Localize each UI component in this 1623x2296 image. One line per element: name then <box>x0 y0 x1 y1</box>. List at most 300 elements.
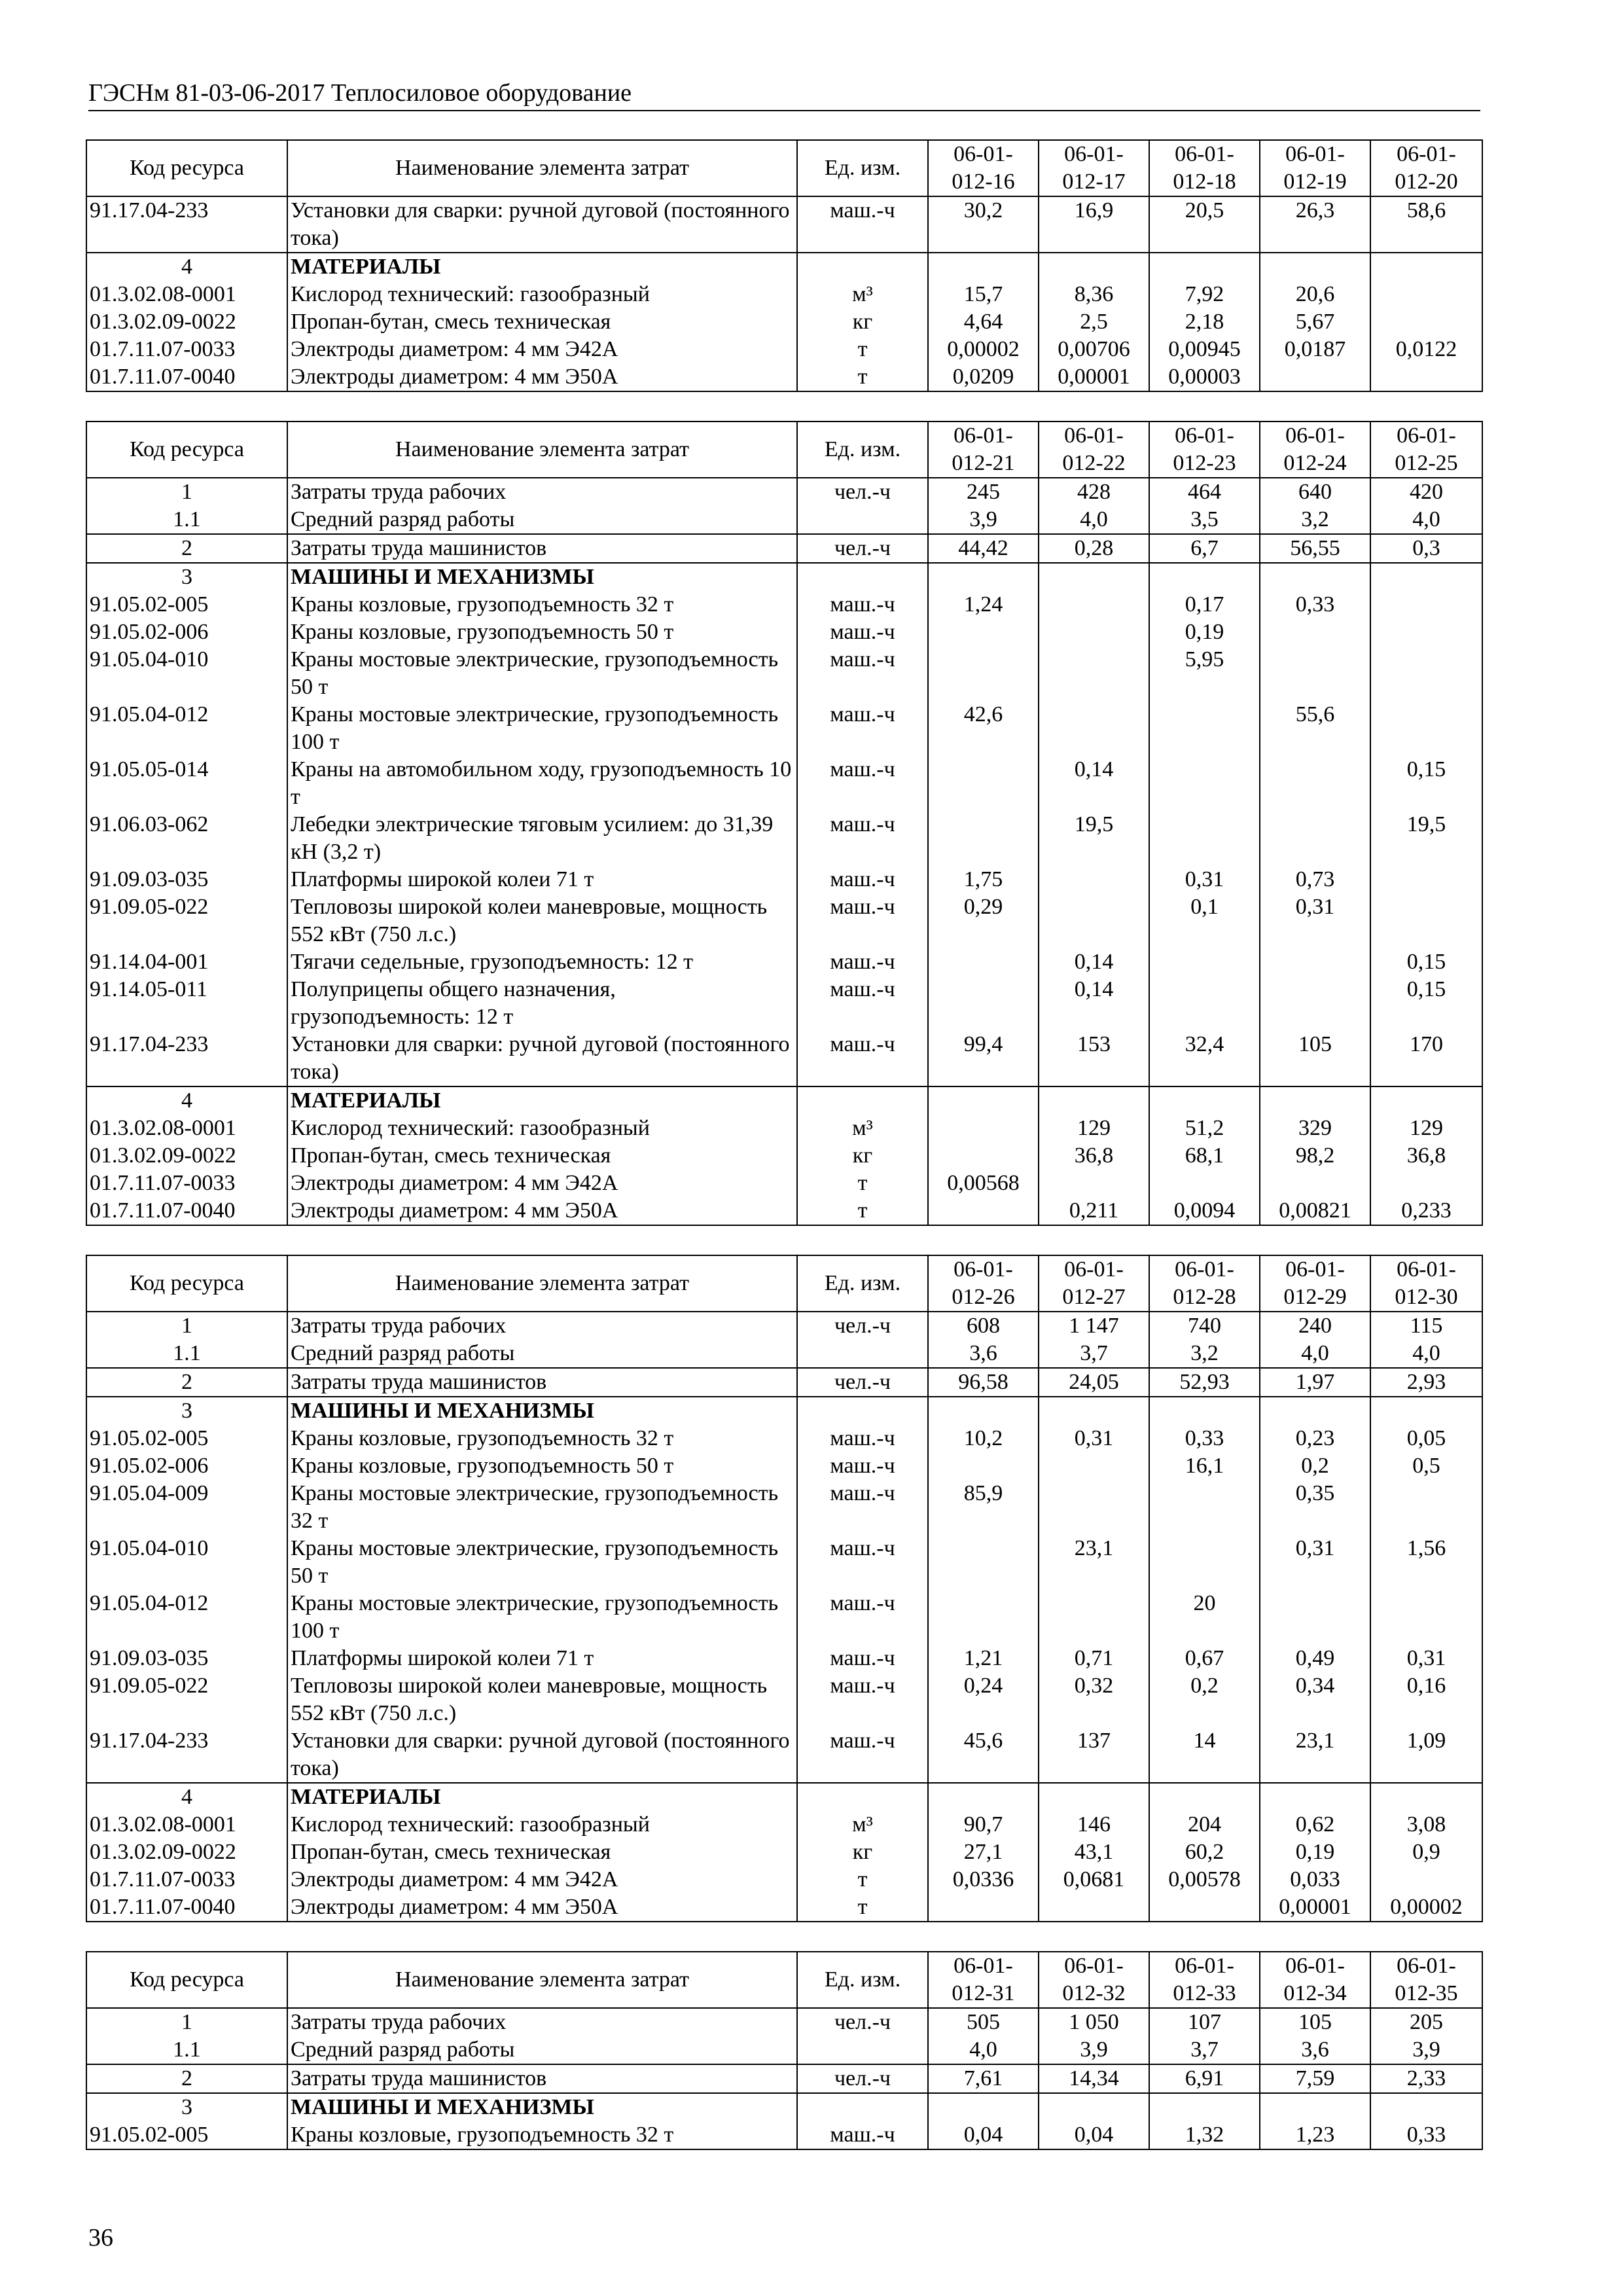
resource-name: Краны козловые, грузоподъемность 50 т <box>287 619 797 646</box>
resource-name: Средний разряд работы <box>287 2036 797 2064</box>
unit: маш.-ч <box>797 2121 928 2149</box>
norm-value <box>1149 253 1260 281</box>
norm-value: 640 <box>1260 478 1370 506</box>
resource-code: 91.05.02-005 <box>86 2121 287 2149</box>
resource-name: Затраты труда рабочих <box>287 1312 797 1340</box>
norm-value: 0,23 <box>1260 1425 1370 1452</box>
norm-value <box>1039 2093 1149 2121</box>
norm-value: 0,0122 <box>1370 336 1482 363</box>
table-row <box>86 756 1482 811</box>
resource-code: 1.1 <box>86 2036 287 2064</box>
resource-code: 91.17.04-233 <box>86 1031 287 1086</box>
resource-name: Краны козловые, грузоподъемность 50 т <box>287 1452 797 1480</box>
norm-value: 1 050 <box>1039 2008 1149 2036</box>
resource-name: Пропан-бутан, смесь техническая <box>287 1142 797 1170</box>
norm-value <box>1039 563 1149 591</box>
resource-code: 91.05.05-014 <box>86 756 287 811</box>
norm-value <box>928 1086 1039 1115</box>
section-row <box>86 1397 1482 1425</box>
norm-value: 0,0094 <box>1149 1197 1260 1225</box>
norm-value <box>928 976 1039 1031</box>
norm-value: 3,7 <box>1039 1340 1149 1368</box>
norm-value: 0,00001 <box>1260 1893 1370 1922</box>
header-norm-code: 06-01- 012-21 <box>928 422 1039 478</box>
table-row <box>86 811 1482 866</box>
norm-value: 204 <box>1149 1811 1260 1839</box>
norm-value: 90,7 <box>928 1811 1039 1839</box>
norm-value: 20,6 <box>1260 281 1370 308</box>
resource-table <box>86 421 1483 1226</box>
header-code: Код ресурса <box>86 422 287 478</box>
norm-value: 15,7 <box>928 281 1039 308</box>
norm-value <box>1370 646 1482 701</box>
norm-value: 240 <box>1260 1312 1370 1340</box>
norm-value <box>1260 563 1370 591</box>
resource-name: Краны козловые, грузоподъемность 32 т <box>287 591 797 619</box>
resource-table <box>86 139 1483 392</box>
norm-value: 3,7 <box>1149 2036 1260 2064</box>
unit: кг <box>797 1839 928 1866</box>
resource-code: 91.09.05-022 <box>86 1672 287 1727</box>
norm-value: 0,00001 <box>1039 363 1149 391</box>
table-row <box>86 1590 1482 1645</box>
unit: маш.-ч <box>797 1590 928 1645</box>
unit: маш.-ч <box>797 1727 928 1783</box>
resource-code: 2 <box>86 534 287 563</box>
header-norm-code: 06-01- 012-16 <box>928 140 1039 196</box>
norm-value: 0,00945 <box>1149 336 1260 363</box>
unit: т <box>797 1893 928 1922</box>
norm-value: 0,33 <box>1370 2121 1482 2149</box>
norm-value <box>1260 1590 1370 1645</box>
norm-value: 3,5 <box>1149 506 1260 534</box>
norm-value: 0,62 <box>1260 1811 1370 1839</box>
table-row <box>86 1115 1482 1142</box>
norm-value <box>1260 1086 1370 1115</box>
norm-value: 0,19 <box>1260 1839 1370 1866</box>
norm-value: 464 <box>1149 478 1260 506</box>
resource-code: 91.05.04-012 <box>86 701 287 756</box>
resource-name: Средний разряд работы <box>287 1340 797 1368</box>
table-row <box>86 2064 1482 2093</box>
table-row <box>86 1197 1482 1225</box>
norm-value: 6,7 <box>1149 534 1260 563</box>
norm-value <box>1039 701 1149 756</box>
header-norm-code: 06-01- 012-29 <box>1260 1255 1370 1312</box>
norm-value: 10,2 <box>928 1425 1039 1452</box>
norm-value <box>1260 1170 1370 1197</box>
resource-code: 3 <box>86 563 287 591</box>
norm-value: 0,033 <box>1260 1866 1370 1893</box>
header-norm-code: 06-01- 012-32 <box>1039 1952 1149 2008</box>
norm-value: 0,31 <box>1039 1425 1149 1452</box>
norm-value: 51,2 <box>1149 1115 1260 1142</box>
unit: т <box>797 363 928 391</box>
resource-name: Электроды диаметром: 4 мм Э50А <box>287 363 797 391</box>
unit: маш.-ч <box>797 948 928 976</box>
norm-value: 0,0681 <box>1039 1866 1149 1893</box>
resource-name: Краны козловые, грузоподъемность 32 т <box>287 1425 797 1452</box>
norm-value: 7,59 <box>1260 2064 1370 2093</box>
norm-value: 3,2 <box>1260 506 1370 534</box>
table-header-row <box>86 1952 1482 2008</box>
norm-value <box>1370 1866 1482 1893</box>
resource-name: Кислород технический: газообразный <box>287 1811 797 1839</box>
norm-value <box>1039 1170 1149 1197</box>
norm-value <box>928 1783 1039 1811</box>
unit: т <box>797 1170 928 1197</box>
unit: маш.-ч <box>797 1031 928 1086</box>
header-norm-code: 06-01- 012-26 <box>928 1255 1039 1312</box>
resource-code: 91.09.03-035 <box>86 866 287 893</box>
norm-value: 505 <box>928 2008 1039 2036</box>
header-norm-code: 06-01- 012-28 <box>1149 1255 1260 1312</box>
table-row <box>86 1170 1482 1197</box>
resource-table <box>86 1255 1483 1922</box>
resource-name: Средний разряд работы <box>287 506 797 534</box>
norm-value: 1,56 <box>1370 1535 1482 1590</box>
norm-value <box>928 1197 1039 1225</box>
header-norm-code: 06-01- 012-25 <box>1370 422 1482 478</box>
header-norm-code: 06-01- 012-23 <box>1149 422 1260 478</box>
norm-value <box>1370 1397 1482 1425</box>
norm-value: 0,67 <box>1149 1645 1260 1672</box>
norm-value <box>1260 1783 1370 1811</box>
norm-value <box>1370 701 1482 756</box>
norm-value <box>1370 1170 1482 1197</box>
norm-value: 129 <box>1370 1115 1482 1142</box>
norm-value: 740 <box>1149 1312 1260 1340</box>
resource-code: 3 <box>86 2093 287 2121</box>
norm-value: 85,9 <box>928 1480 1039 1535</box>
table-header-row <box>86 422 1482 478</box>
unit <box>797 1783 928 1811</box>
norm-value: 99,4 <box>928 1031 1039 1086</box>
resource-code: 91.05.04-012 <box>86 1590 287 1645</box>
table-row <box>86 308 1482 336</box>
norm-value: 4,0 <box>1039 506 1149 534</box>
section-title: МАТЕРИАЛЫ <box>287 1783 797 1811</box>
section-row <box>86 1783 1482 1811</box>
unit: маш.-ч <box>797 1645 928 1672</box>
norm-value <box>1149 1397 1260 1425</box>
header-name: Наименование элемента затрат <box>287 1255 797 1312</box>
norm-value <box>928 756 1039 811</box>
unit: маш.-ч <box>797 646 928 701</box>
norm-value: 0,00568 <box>928 1170 1039 1197</box>
resource-code: 91.05.02-006 <box>86 1452 287 1480</box>
norm-value: 26,3 <box>1260 196 1370 253</box>
unit <box>797 1340 928 1368</box>
header-norm-code: 06-01- 012-30 <box>1370 1255 1482 1312</box>
norm-value: 0,00003 <box>1149 363 1260 391</box>
table-header-row <box>86 140 1482 196</box>
norm-value: 2,18 <box>1149 308 1260 336</box>
norm-value: 420 <box>1370 478 1482 506</box>
table-row <box>86 1839 1482 1866</box>
resource-code: 01.7.11.07-0033 <box>86 336 287 363</box>
header-norm-code: 06-01- 012-17 <box>1039 140 1149 196</box>
norm-value: 4,64 <box>928 308 1039 336</box>
norm-value <box>1370 1783 1482 1811</box>
norm-value: 4,0 <box>1370 1340 1482 1368</box>
resource-code: 2 <box>86 1368 287 1397</box>
norm-value <box>1149 701 1260 756</box>
norm-value <box>928 2093 1039 2121</box>
norm-value: 0,233 <box>1370 1197 1482 1225</box>
unit <box>797 563 928 591</box>
unit <box>797 1397 928 1425</box>
norm-value: 0,00002 <box>1370 1893 1482 1922</box>
unit: маш.-ч <box>797 196 928 253</box>
header-unit: Ед. изм. <box>797 140 928 196</box>
unit: маш.-ч <box>797 591 928 619</box>
section-row <box>86 1086 1482 1115</box>
resource-name: Полуприцепы общего назначения, грузоподъемность: 12 т <box>287 976 797 1031</box>
table-header-row <box>86 1255 1482 1312</box>
norm-value: 0,17 <box>1149 591 1260 619</box>
norm-value <box>1149 2093 1260 2121</box>
norm-value: 0,2 <box>1260 1452 1370 1480</box>
norm-value: 58,6 <box>1370 196 1482 253</box>
norm-value: 1,97 <box>1260 1368 1370 1397</box>
resource-code: 91.17.04-233 <box>86 1727 287 1783</box>
resource-name: Платформы широкой колеи 71 т <box>287 1645 797 1672</box>
resource-code: 01.3.02.08-0001 <box>86 1115 287 1142</box>
unit: маш.-ч <box>797 866 928 893</box>
norm-value: 24,05 <box>1039 1368 1149 1397</box>
resource-code: 4 <box>86 253 287 281</box>
unit: чел.-ч <box>797 1368 928 1397</box>
norm-value <box>1149 948 1260 976</box>
section-row <box>86 563 1482 591</box>
resource-code: 01.7.11.07-0040 <box>86 1893 287 1922</box>
norm-value: 8,36 <box>1039 281 1149 308</box>
resource-code: 91.09.05-022 <box>86 893 287 948</box>
table-row <box>86 2036 1482 2064</box>
header-norm-code: 06-01- 012-18 <box>1149 140 1260 196</box>
table-row <box>86 363 1482 391</box>
table-row <box>86 1142 1482 1170</box>
resource-code: 91.06.03-062 <box>86 811 287 866</box>
norm-value: 0,31 <box>1370 1645 1482 1672</box>
norm-value <box>1149 1170 1260 1197</box>
norm-value <box>1039 1590 1149 1645</box>
norm-value: 0,29 <box>928 893 1039 948</box>
norm-value <box>928 646 1039 701</box>
norm-value: 0,0209 <box>928 363 1039 391</box>
norm-value <box>1149 1893 1260 1922</box>
resource-name: Тягачи седельные, грузоподъемность: 12 т <box>287 948 797 976</box>
norm-value: 0,00821 <box>1260 1197 1370 1225</box>
norm-value <box>928 1535 1039 1590</box>
resource-name: Электроды диаметром: 4 мм Э50А <box>287 1197 797 1225</box>
norm-value <box>1260 756 1370 811</box>
resource-name: Кислород технический: газообразный <box>287 1115 797 1142</box>
norm-value <box>928 1142 1039 1170</box>
unit: м³ <box>797 1811 928 1839</box>
norm-value: 0,14 <box>1039 948 1149 976</box>
norm-value: 0,28 <box>1039 534 1149 563</box>
unit: маш.-ч <box>797 1425 928 1452</box>
norm-value: 1,24 <box>928 591 1039 619</box>
norm-value: 36,8 <box>1370 1142 1482 1170</box>
resource-name: Платформы широкой колеи 71 т <box>287 866 797 893</box>
table-row <box>86 1452 1482 1480</box>
unit: маш.-ч <box>797 1672 928 1727</box>
unit: т <box>797 1197 928 1225</box>
norm-value: 5,95 <box>1149 646 1260 701</box>
section-title: МАШИНЫ И МЕХАНИЗМЫ <box>287 2093 797 2121</box>
resource-code: 91.05.02-006 <box>86 619 287 646</box>
norm-value: 0,00002 <box>928 336 1039 363</box>
norm-value: 1,21 <box>928 1645 1039 1672</box>
norm-value: 0,19 <box>1149 619 1260 646</box>
resource-name: Установки для сварки: ручной дуговой (постоянного тока) <box>287 1031 797 1086</box>
norm-value: 30,2 <box>928 196 1039 253</box>
unit: м³ <box>797 1115 928 1142</box>
unit: чел.-ч <box>797 478 928 506</box>
resource-table <box>86 1951 1483 2150</box>
resource-code: 91.09.03-035 <box>86 1645 287 1672</box>
norm-value <box>1149 1086 1260 1115</box>
resource-code: 01.7.11.07-0040 <box>86 1197 287 1225</box>
norm-value <box>928 1893 1039 1922</box>
norm-value <box>928 948 1039 976</box>
norm-value: 0,35 <box>1260 1480 1370 1535</box>
norm-value: 115 <box>1370 1312 1482 1340</box>
norm-value: 7,61 <box>928 2064 1039 2093</box>
page-header <box>88 77 1480 111</box>
unit: кг <box>797 1142 928 1170</box>
header-name: Наименование элемента затрат <box>287 1952 797 2008</box>
header-norm-code: 06-01- 012-19 <box>1260 140 1370 196</box>
norm-value: 608 <box>928 1312 1039 1340</box>
norm-value: 0,04 <box>928 2121 1039 2149</box>
norm-value: 0,14 <box>1039 976 1149 1031</box>
header-norm-code: 06-01- 012-20 <box>1370 140 1482 196</box>
norm-value <box>928 1115 1039 1142</box>
resource-code: 2 <box>86 2064 287 2093</box>
unit: маш.-ч <box>797 1535 928 1590</box>
norm-value <box>928 619 1039 646</box>
unit: кг <box>797 308 928 336</box>
resource-name: Краны мостовые электрические, грузоподъемность 32 т <box>287 1480 797 1535</box>
norm-value: 4,0 <box>1370 506 1482 534</box>
norm-value: 19,5 <box>1039 811 1149 866</box>
norm-value: 1,32 <box>1149 2121 1260 2149</box>
norm-value <box>1149 563 1260 591</box>
norm-value: 3,9 <box>1039 2036 1149 2064</box>
table-row <box>86 646 1482 701</box>
resource-code: 01.7.11.07-0040 <box>86 363 287 391</box>
resource-code: 01.3.02.09-0022 <box>86 308 287 336</box>
norm-value <box>1370 893 1482 948</box>
header-norm-code: 06-01- 012-34 <box>1260 1952 1370 2008</box>
resource-name: Краны мостовые электрические, грузоподъемность 50 т <box>287 646 797 701</box>
unit: маш.-ч <box>797 811 928 866</box>
norm-value <box>1260 646 1370 701</box>
norm-value: 0,73 <box>1260 866 1370 893</box>
unit: маш.-ч <box>797 756 928 811</box>
norm-value: 0,71 <box>1039 1645 1149 1672</box>
resource-code: 1 <box>86 1312 287 1340</box>
norm-value: 2,33 <box>1370 2064 1482 2093</box>
norm-value: 56,55 <box>1260 534 1370 563</box>
table-row <box>86 1811 1482 1839</box>
resource-code: 01.3.02.09-0022 <box>86 1142 287 1170</box>
resource-code: 3 <box>86 1397 287 1425</box>
header-norm-code: 06-01- 012-35 <box>1370 1952 1482 2008</box>
norm-value: 0,5 <box>1370 1452 1482 1480</box>
resource-code: 91.05.04-010 <box>86 646 287 701</box>
section-title: МАТЕРИАЛЫ <box>287 1086 797 1115</box>
norm-value: 0,3 <box>1370 534 1482 563</box>
norm-value: 3,6 <box>1260 2036 1370 2064</box>
resource-code: 01.3.02.08-0001 <box>86 281 287 308</box>
unit: чел.-ч <box>797 1312 928 1340</box>
norm-value: 0,2 <box>1149 1672 1260 1727</box>
table-row <box>86 2121 1482 2149</box>
norm-value <box>1039 893 1149 948</box>
norm-value: 0,1 <box>1149 893 1260 948</box>
norm-value: 0,0336 <box>928 1866 1039 1893</box>
norm-value: 0,31 <box>1260 893 1370 948</box>
resource-name: Затраты труда машинистов <box>287 2064 797 2093</box>
resource-code: 91.05.04-009 <box>86 1480 287 1535</box>
norm-value: 137 <box>1039 1727 1149 1783</box>
header-code: Код ресурса <box>86 1952 287 2008</box>
resource-code: 91.17.04-233 <box>86 196 287 253</box>
table-row <box>86 1727 1482 1783</box>
header-code: Код ресурса <box>86 140 287 196</box>
norm-value: 0,00706 <box>1039 336 1149 363</box>
norm-value: 1 147 <box>1039 1312 1149 1340</box>
table-row <box>86 1672 1482 1727</box>
table-row <box>86 1340 1482 1368</box>
resource-code: 1 <box>86 2008 287 2036</box>
norm-value: 105 <box>1260 2008 1370 2036</box>
norm-value: 0,15 <box>1370 948 1482 976</box>
norm-value: 16,9 <box>1039 196 1149 253</box>
resource-code: 91.14.04-001 <box>86 948 287 976</box>
norm-value: 98,2 <box>1260 1142 1370 1170</box>
unit <box>797 253 928 281</box>
norm-value: 0,31 <box>1260 1535 1370 1590</box>
norm-value <box>1370 866 1482 893</box>
table-row <box>86 948 1482 976</box>
table-row <box>86 534 1482 563</box>
norm-value: 14 <box>1149 1727 1260 1783</box>
norm-value: 0,24 <box>928 1672 1039 1727</box>
norm-value: 32,4 <box>1149 1031 1260 1086</box>
resource-name: Затраты труда рабочих <box>287 478 797 506</box>
resource-name: Краны козловые, грузоподъемность 32 т <box>287 2121 797 2149</box>
section-title: МАШИНЫ И МЕХАНИЗМЫ <box>287 563 797 591</box>
norm-value <box>1370 2093 1482 2121</box>
header-unit: Ед. изм. <box>797 422 928 478</box>
norm-value: 1,75 <box>928 866 1039 893</box>
table-row <box>86 1368 1482 1397</box>
resource-code: 1.1 <box>86 1340 287 1368</box>
norm-value <box>928 253 1039 281</box>
norm-value: 23,1 <box>1039 1535 1149 1590</box>
norm-value: 0,49 <box>1260 1645 1370 1672</box>
resource-name: Краны мостовые электрические, грузоподъемность 100 т <box>287 1590 797 1645</box>
resource-code: 91.05.02-005 <box>86 1425 287 1452</box>
norm-value <box>1370 591 1482 619</box>
norm-value <box>1260 363 1370 391</box>
